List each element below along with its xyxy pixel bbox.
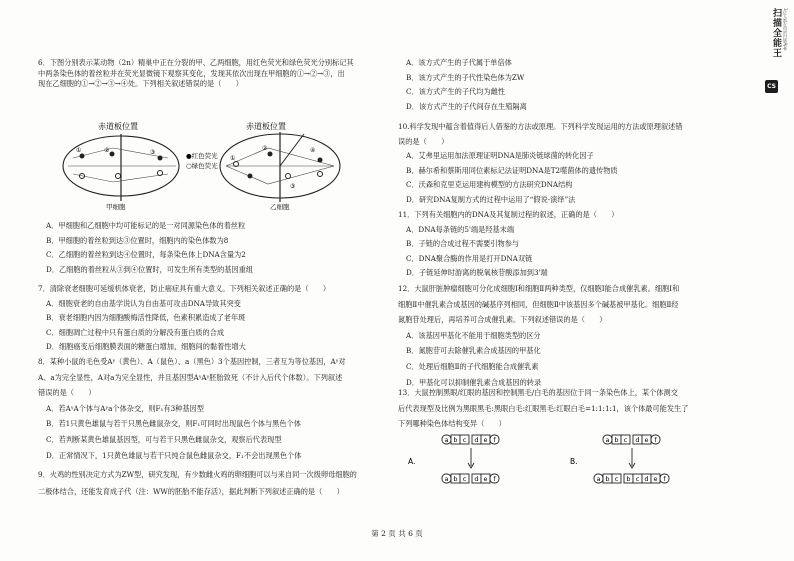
gene-label: d	[474, 435, 479, 444]
q8-option-b: B．若1只黄色雄鼠与若干只黑色雌鼠杂交，则F₁可同时出现鼠色个体与黑色个体	[46, 419, 301, 429]
q11-stem: 11．下列有关细胞内的DNA及其复制过程的叙述，正确的是（ ）	[398, 210, 619, 219]
question-6	[38, 58, 408, 90]
q9-line-1: 9．火鸡的性别决定方式为ZW型，研究发现，有少数雌火鸡的卵细胞可以与来自同一次级卵母细胞的	[38, 470, 357, 479]
q6-line-2: 中两条染色体的着丝粒并在荧光显微镜下观察其变化，发现其依次出现在甲细胞的①→②→③，出	[38, 68, 345, 78]
question-12	[398, 284, 679, 388]
q6-option-b: B．甲细胞的着丝粒到达③位置时，细胞内的染色体数为8	[46, 235, 229, 245]
right-caption: 乙细胞	[270, 203, 290, 210]
right-n2: ②	[262, 145, 268, 152]
q7-option-b: B．衰老细胞内因为细胞酸梅活性降低，色素积累造成了老年斑	[46, 313, 246, 323]
gene-label: e	[653, 474, 658, 483]
left-n1: ①	[76, 147, 82, 154]
q10-line-2: 误的是（ ）	[398, 136, 449, 146]
gene-label: d	[474, 474, 479, 483]
option-b-label: B.	[570, 457, 578, 466]
q12-option-d: D．甲基化可以抑制催乳素合成基因的转录	[406, 377, 542, 387]
chromosome-a-bottom	[442, 474, 499, 483]
q12-option-b: B．氮胞苷可去除催乳素合成基因的甲基化	[406, 346, 541, 356]
chromosome-a-top	[442, 435, 499, 444]
right-figure-title: 赤道板位置	[246, 122, 286, 131]
watermark-title: 扫描全能王	[771, 8, 781, 58]
watermark-subtitle: 3亿人都在用的扫描App	[783, 8, 788, 51]
gene-label: c	[614, 474, 619, 483]
q12-option-c: C．处理后细胞Ⅱ的子代细胞能合成催乳素	[406, 361, 539, 371]
left-figure-title: 赤道板位置	[98, 122, 138, 131]
gene-label: b	[453, 474, 458, 483]
q8-option-c: C．若判断某黄色雄鼠基因型，可与若干只黑色雌鼠杂交，观察后代表现型	[46, 434, 282, 444]
q11-option-a: A．DNA每条链的5'端是羟基末端	[406, 224, 515, 234]
q10-line-1: 10.科学发现中蕴含着值得后人借鉴的方法或原理。下列科学发现运用的方法或原理叙述错	[398, 122, 683, 131]
option-a-label: A.	[408, 457, 416, 466]
gene-label: b	[605, 474, 610, 483]
gene-label: b	[626, 474, 631, 483]
gene-label: e	[483, 474, 488, 483]
question-13	[398, 388, 688, 430]
q6-option-d: D．乙细胞的着丝粒从③到④位置时，可发生所有类型的基因重组	[46, 264, 254, 274]
gene-label: f	[493, 435, 496, 444]
q11-option-c: C．DNA聚合酶的作用是打开DNA双链	[406, 253, 533, 263]
question-8	[38, 357, 346, 461]
q9-option-a: A．该方式产生的子代属于单倍体	[406, 58, 512, 67]
q7-stem: 7．清除衰老细胞可延缓机体衰老，防止癌症具有重大意义。下列相关叙述正确的是（ ）	[38, 284, 331, 293]
gene-label: c	[462, 435, 467, 444]
cell-division-figure	[58, 118, 378, 210]
right-n1: ①	[230, 155, 236, 162]
q6-option-c: C．乙细胞的着丝粒到达④位置时，每条染色体上DNA含量为2	[46, 250, 246, 260]
question-10	[398, 122, 683, 206]
q7-option-c: C．细胞凋亡过程中只有蛋白质的分解没有蛋白质的合成	[46, 327, 225, 337]
question-9	[38, 470, 357, 497]
right-n3: ③	[290, 183, 296, 190]
right-arrow-line	[280, 134, 304, 166]
q6-line-3: 现在乙细胞的①→②→③→④处。下列相关叙述错误的是（ ）	[38, 79, 243, 89]
q9-option-d: D．该方式产生的子代间存在生殖隔离	[406, 101, 527, 111]
q12-option-a: A．该基因甲基化不能用于细胞类型的区分	[406, 330, 541, 340]
q8-line-1: 8．某种小鼠的毛色受Aᵞ（黄色）、A（鼠色）、a（黑色）3个基因控制，三者互为等位基因，Aᵞ对	[38, 357, 346, 366]
q8-option-a: A．若AᵞA个体与Aᵞa个体杂交，则F₁有3种基因型	[46, 403, 204, 413]
q10-option-a: A．艾弗里运用加法原理证明DNA是肺炎链球菌的转化因子	[406, 151, 594, 161]
chromosome-figure	[408, 432, 738, 494]
gene-label: a	[444, 435, 449, 444]
question-7	[38, 284, 330, 353]
gene-label: b	[453, 435, 458, 444]
question-11	[398, 210, 618, 279]
q7-option-d: D．细胞癌变后细胞膜表面的糖蛋白增加，细胞间的黏着性增大	[46, 342, 246, 352]
gene-label: c	[623, 435, 628, 444]
q9-option-c: C．该方式产生的子代均为雌性	[406, 87, 505, 97]
gene-label: a	[605, 435, 610, 444]
gene-label: f	[493, 474, 496, 483]
legend-red: ●红色荧光	[186, 152, 218, 160]
q8-line-2: A、a为完全显性，A对a为完全显性，并且基因型AᵞAᵞ胚胎致死（不计入后代个体数）。下列叙述	[38, 372, 343, 382]
q12-line-3: 氮胞苷处理后，再培养可合成催乳素。下列叙述错误的是（ ）	[398, 315, 607, 325]
gene-label: a	[596, 474, 601, 483]
gene-label: a	[444, 474, 449, 483]
q6-options	[38, 221, 253, 275]
gene-label: e	[483, 435, 488, 444]
q9-options	[398, 58, 527, 112]
q9-line-2: 二极体结合，还能发育成子代（注：WW的胚胎不能存活），据此判断下列叙述正确的是（ ）	[38, 486, 344, 496]
q10-option-d: D．研究DNA复制方式的过程中运用了“假说-演绎”法	[406, 194, 576, 204]
gene-label: d	[644, 474, 649, 483]
left-n2: ②	[104, 147, 110, 154]
camscanner-logo-icon: CS	[765, 80, 778, 93]
q11-option-d: D．子链延伸时游离的脱氧核苷酸添加到3'端	[406, 268, 548, 278]
gene-label: b	[614, 435, 619, 444]
gene-label: f	[654, 435, 657, 444]
gene-label: d	[635, 435, 640, 444]
gene-label: c	[635, 474, 640, 483]
q13-line-3: 下列哪种染色体结构变异（ ）	[398, 419, 506, 429]
left-caption: 甲细胞	[106, 203, 126, 210]
right-n4: ④	[310, 147, 316, 154]
chromosome-b-top	[603, 435, 660, 444]
q12-line-2: 细胞Ⅱ中催乳素合成基因的碱基序列相同，但细胞Ⅱ中该基因多个碱基被甲基化。细胞Ⅱ经	[398, 299, 679, 309]
q8-line-3: 错误的是（ ）	[38, 388, 96, 398]
q7-option-a: A．细胞衰老的自由基学说认为自由基可攻击DNA导致其突变	[46, 298, 241, 308]
q13-line-2: 后代表现型及比例为黑眼黑毛:黑眼白毛:红眼黑毛:红眼白毛=1:1:1:1，该个体最可能发生了	[398, 403, 689, 413]
q10-option-c: C．沃森和克里克运用建构模型的方法研究DNA结构	[406, 180, 573, 190]
gene-label: f	[663, 474, 666, 483]
q10-option-b: B．赫尔希和蔡斯用同位素标记法证明DNA是T2噬菌体的遗传物质	[406, 165, 618, 175]
q6-line-1: 6．下图分别表示某动物（2n）精巢中正在分裂的甲、乙两细胞，用红色荧光和绿色荧光分别标记其	[38, 58, 354, 67]
q8-option-d: D．正常情况下，1只黄色雄鼠与若干只纯合鼠色雌鼠杂交，F₁不会出现黑色个体	[46, 450, 302, 460]
page-footer: 第 2 页 共 6 页	[371, 529, 423, 538]
q13-line-1: 13．大鼠控制黑眼/红眼的基因和控制黑毛/白毛的基因位于同一条染色体上，某个体测交	[398, 388, 678, 397]
left-red-dot-1	[80, 154, 85, 159]
left-n3: ③	[150, 149, 156, 156]
q9-option-b: B．该方式产生的子代性染色体为ZW	[406, 72, 525, 82]
legend-green: ○绿色荧光	[186, 162, 218, 170]
chromosome-b-bottom	[594, 474, 669, 483]
q6-option-a: A．甲细胞和乙细胞中均可能标记的是一对同源染色体的着丝粒	[46, 221, 246, 230]
gene-label: e	[644, 435, 649, 444]
q11-option-b: B．子链的合成过程不需要引物参与	[406, 239, 520, 249]
gene-label: c	[462, 474, 467, 483]
q12-line-1: 12．大鼠肝脏肿瘤细胞可分化成细胞Ⅰ和细胞Ⅱ两种类型，仅细胞Ⅰ能合成催乳素。细胞Ⅰ和	[398, 284, 680, 293]
